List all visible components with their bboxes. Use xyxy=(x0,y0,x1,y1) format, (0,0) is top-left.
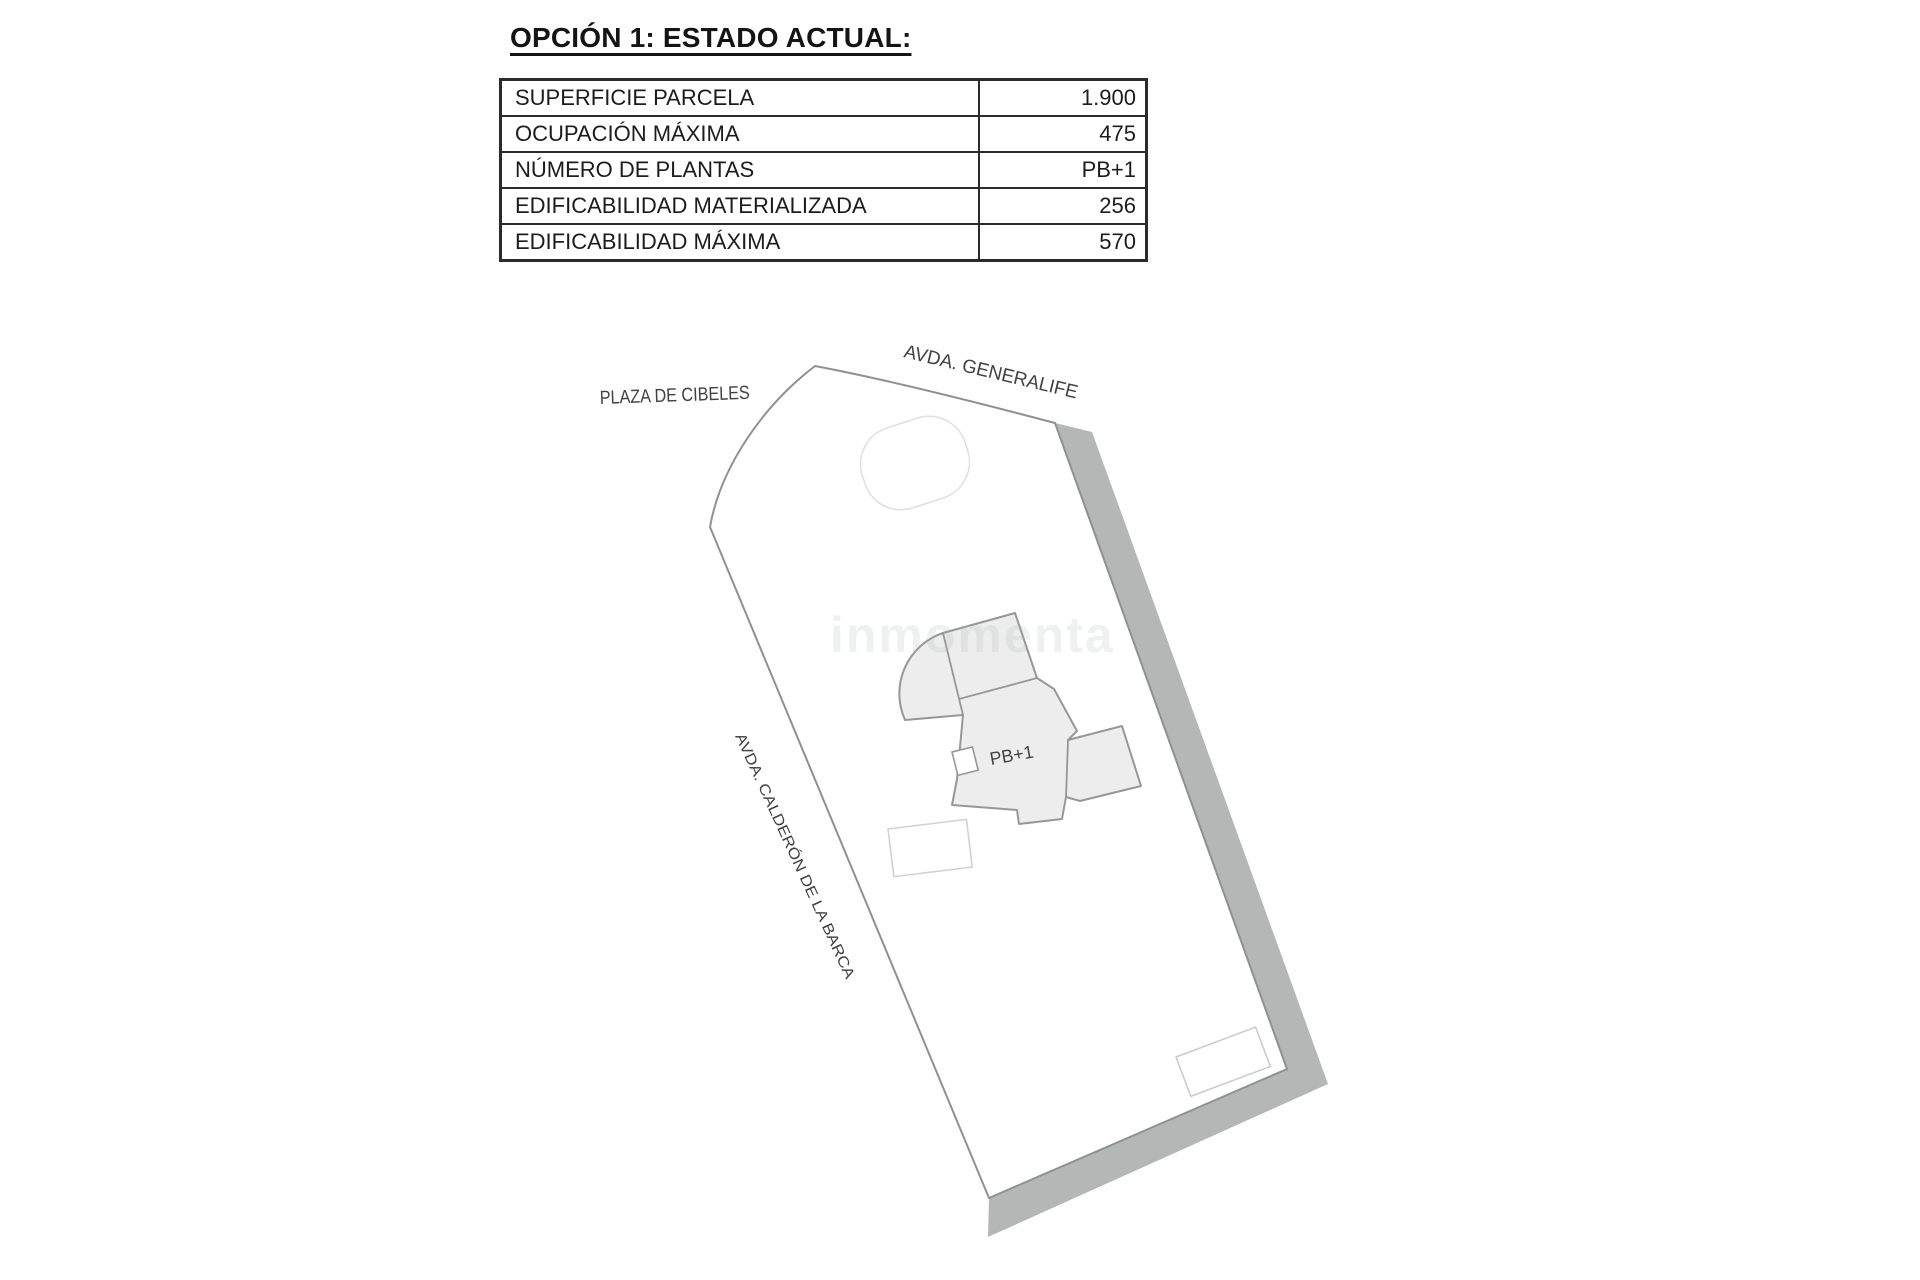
table-row-value: PB+1 xyxy=(978,153,1145,187)
table-row-label: OCUPACIÓN MÁXIMA xyxy=(515,121,740,146)
table-row-value: 1.900 xyxy=(978,81,1145,115)
plaza-label: PLAZA DE CIBELES xyxy=(599,381,777,409)
table-row-label: NÚMERO DE PLANTAS xyxy=(515,157,755,182)
page-title: OPCIÓN 1: ESTADO ACTUAL: xyxy=(510,22,912,53)
street-top-label: AVDA. GENERALIFE xyxy=(901,341,1083,405)
building-storeys-label: PB+1 xyxy=(988,741,1036,769)
street-left-label: AVDA. CALDERÓN DE LA BARCA xyxy=(731,730,844,951)
table-row-value: 256 xyxy=(978,189,1145,223)
outbuilding-square xyxy=(888,819,972,876)
table-row-label: SUPERFICIE PARCELA xyxy=(515,85,755,110)
watermark-text: inmomenta xyxy=(830,607,1115,663)
building-notch xyxy=(952,747,978,775)
table-row-label: EDIFICABILIDAD MATERIALIZADA xyxy=(515,193,867,218)
table-row-value: 570 xyxy=(978,225,1145,259)
table-row-label: EDIFICABILIDAD MÁXIMA xyxy=(515,229,781,254)
table-row-value: 475 xyxy=(978,117,1145,151)
